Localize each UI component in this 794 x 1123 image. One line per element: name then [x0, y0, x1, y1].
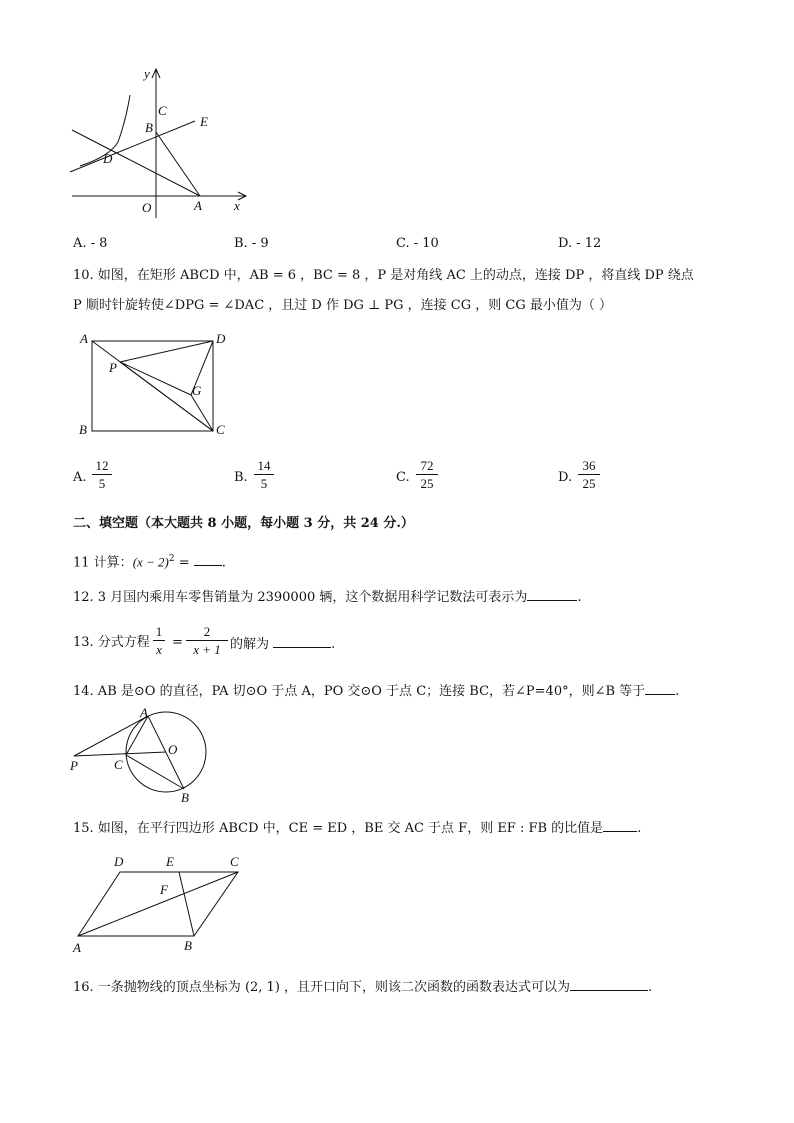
q9-option-c: C. - 10: [396, 236, 439, 251]
q13-fraction-right: [186, 624, 228, 657]
label-b: B: [145, 120, 153, 135]
q10-option-a-fraction: [92, 458, 112, 491]
label-c: C: [216, 422, 225, 437]
fraction-denominator: 25: [420, 476, 434, 491]
q12: [73, 588, 582, 606]
label-a: A: [140, 705, 148, 720]
q11-answer-blank[interactable]: [194, 553, 222, 566]
label-x: x: [234, 198, 240, 213]
label-b: B: [79, 422, 87, 437]
q10-text-line2: P 顺时针旋转使∠DPG = ∠DAC ，且过 D 作 DG ⊥ PG ，连接 CG ，则 CG 最小值为（ ）: [73, 298, 612, 313]
fraction-bar: [254, 474, 274, 475]
q13-period: .: [331, 637, 336, 652]
fraction-bar: [416, 474, 438, 475]
q10-option-d-letter: D.: [558, 470, 573, 485]
q14: [73, 682, 679, 700]
q14-answer-blank[interactable]: [645, 682, 675, 695]
q10-option-d-fraction: [578, 458, 600, 491]
q10-figure: [75, 328, 245, 440]
q10-option-b-letter: B.: [234, 470, 248, 485]
segment-ba: [156, 132, 200, 196]
q15-period: .: [637, 821, 642, 836]
q10-option-b-fraction: [254, 458, 274, 491]
q11: [73, 551, 226, 571]
fraction-numerator: 72: [420, 458, 434, 473]
label-a: A: [80, 331, 88, 346]
q13-suffix: [230, 635, 335, 653]
q10-option-c-fraction: [416, 458, 438, 491]
fraction-bar: [186, 640, 228, 641]
q15-answer-blank[interactable]: [603, 819, 637, 832]
label-c: C: [114, 757, 123, 772]
q15-figure: [68, 850, 248, 958]
label-a: A: [73, 940, 81, 955]
q16-text: 16. 一条抛物线的顶点坐标为 (2, 1) ，且开口向下，则该二次函数的函数表达式可以为: [73, 980, 571, 995]
segment-gc: [191, 395, 213, 431]
q13-answer-blank[interactable]: [273, 635, 331, 648]
q16-period: .: [648, 980, 653, 995]
diagonal-ac: [78, 872, 238, 936]
segment-be: [179, 872, 194, 936]
label-b: B: [184, 938, 192, 953]
q11-period: .: [221, 555, 226, 571]
q15-figure-lines: [78, 872, 238, 936]
segment-po: [74, 752, 166, 756]
label-c: C: [158, 103, 167, 118]
q13-suffix-text: 的解为: [230, 637, 270, 652]
fraction-numerator: 14: [257, 458, 271, 473]
q12-answer-blank[interactable]: [527, 588, 577, 601]
label-c: C: [230, 854, 239, 869]
label-d: D: [103, 151, 113, 166]
label-y: y: [144, 66, 150, 81]
segment-pg: [120, 362, 191, 395]
label-b: B: [181, 790, 189, 805]
q14-figure: [66, 704, 216, 808]
fraction-numerator: 36: [582, 458, 596, 473]
q10-option-a-letter: A.: [73, 470, 87, 485]
label-o: O: [168, 742, 178, 757]
label-o: O: [142, 200, 152, 215]
fraction-denominator: 5: [98, 476, 106, 491]
label-d: D: [216, 331, 226, 346]
fraction-denominator: x: [156, 642, 162, 657]
q9-figure: [60, 60, 260, 225]
fraction-bar: [578, 474, 600, 475]
q11-expression: (x − 2): [132, 554, 169, 570]
label-e: E: [166, 854, 174, 869]
segment-dp: [120, 341, 213, 362]
q12-text: 12. 3 月国内乘用车零售销量为 2390000 辆，这个数据用科学记数法可表示为: [73, 590, 528, 605]
q11-prefix: 11 计算：: [73, 555, 133, 571]
fraction-numerator: 12: [95, 458, 109, 473]
fraction-denominator: x + 1: [193, 642, 221, 657]
fraction-numerator: 2: [203, 624, 211, 639]
q12-period: .: [577, 590, 582, 605]
q16: [73, 978, 652, 996]
fraction-denominator: 5: [260, 476, 268, 491]
q11-equals: =: [174, 555, 194, 571]
q15-text: 15. 如图，在平行四边形 ABCD 中，CE = ED ，BE 交 AC 于点 F，则 EF : FB 的比值是: [73, 821, 604, 836]
q9-option-d: D. - 12: [558, 236, 602, 251]
q16-answer-blank[interactable]: [570, 978, 648, 991]
label-p: P: [109, 360, 117, 375]
q14-period: .: [675, 684, 680, 699]
label-p: P: [70, 758, 78, 773]
section-title-fill-in: 二、填空题（本大题共 8 小题，每小题 3 分，共 24 分.）: [73, 516, 414, 531]
q9-figure-lines: [70, 69, 246, 218]
q9-option-a: A. - 8: [73, 236, 108, 251]
fraction-bar: [153, 640, 165, 641]
q9-option-b: B. - 9: [234, 236, 269, 251]
q13-fraction-left: [153, 624, 165, 657]
line-de: [70, 121, 195, 172]
q13-prefix: 13. 分式方程: [73, 635, 150, 650]
label-a: A: [194, 198, 202, 213]
q10-text-line1: 10. 如图，在矩形 ABCD 中，AB = 6 ，BC = 8 ，P 是对角线 AC 上的动点，连接 DP ，将直线 DP 绕点: [73, 268, 694, 283]
label-g: G: [192, 383, 202, 398]
fraction-numerator: 1: [155, 624, 163, 639]
fraction-denominator: 25: [582, 476, 596, 491]
q14-figure-lines: [74, 712, 206, 792]
label-f: F: [160, 882, 168, 897]
q15: [73, 819, 641, 837]
label-e: E: [200, 114, 208, 129]
q10-option-c-letter: C.: [396, 470, 410, 485]
q14-text: 14. AB 是⊙O 的直径，PA 切⊙O 于点 A，PO 交⊙O 于点 C；连接 BC，若∠P=40°，则∠B 等于: [73, 684, 646, 699]
label-d: D: [114, 854, 124, 869]
q13-equals-sign: =: [172, 635, 183, 650]
q11-exponent: 2: [168, 554, 175, 564]
fraction-bar: [92, 474, 112, 475]
